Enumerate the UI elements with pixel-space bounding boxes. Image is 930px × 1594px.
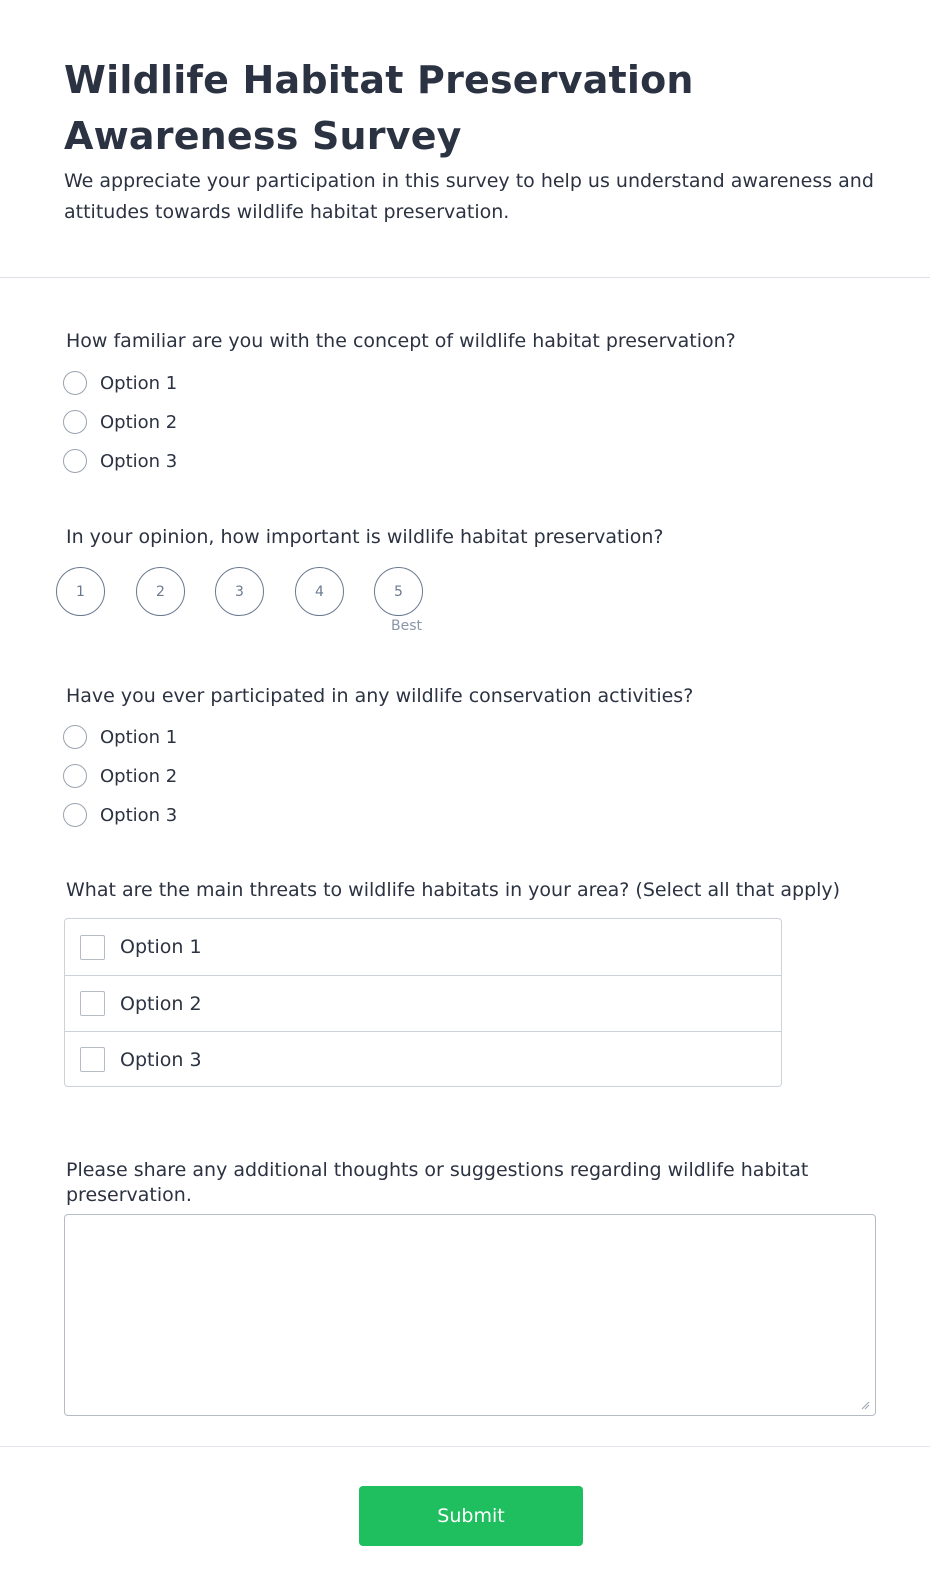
radio-button[interactable] [63,449,87,473]
checkbox[interactable] [80,991,105,1016]
q1-option-1-label: Option 1 [100,372,178,394]
q1-option-1[interactable] [63,370,177,396]
question-thoughts: Please share any additional thoughts or suggestions regarding wildlife habitat preservation. [66,1159,809,1206]
page-title: Wildlife Habitat Preservation Awareness Survey [64,58,694,158]
submit-button[interactable]: Submit [359,1486,583,1546]
resize-grip-icon[interactable] [860,1400,870,1410]
radio-button[interactable] [63,410,87,434]
rating-2[interactable]: 2 [136,567,185,616]
threats-checkbox-group [64,918,782,1087]
q1-option-3[interactable] [63,448,177,474]
q1-option-2-label: Option 2 [100,411,178,433]
q3-option-2[interactable] [63,763,177,789]
radio-button[interactable] [63,764,87,788]
radio-button[interactable] [63,371,87,395]
q4-option-1-label: Option 1 [120,936,202,958]
thoughts-textarea[interactable] [64,1214,876,1416]
question-threats: What are the main threats to wildlife habitats in your area? (Select all that apply) [66,879,841,901]
radio-button[interactable] [63,725,87,749]
q1-option-2[interactable] [63,409,177,435]
question-participation: Have you ever participated in any wildlife conservation activities? [66,685,694,707]
q3-option-3[interactable] [63,802,177,828]
rating-4[interactable]: 4 [295,567,344,616]
rating-5[interactable]: 5 [374,567,423,616]
q4-option-2-label: Option 2 [120,992,202,1015]
rating-best-caption: Best [391,618,423,634]
q1-option-3-label: Option 3 [100,450,178,472]
q3-option-1-label: Option 1 [100,726,178,748]
q4-option-1[interactable] [65,919,781,975]
checkbox[interactable] [80,1047,105,1072]
radio-button[interactable] [63,803,87,827]
survey-header [0,0,930,278]
footer-divider [0,1446,930,1447]
q3-option-3-label: Option 3 [100,804,178,826]
q3-option-1[interactable] [63,724,177,750]
rating-1[interactable]: 1 [56,567,105,616]
question-familiarity: How familiar are you with the concept of wildlife habitat preservation? [66,330,736,352]
checkbox[interactable] [80,935,105,960]
rating-3[interactable]: 3 [215,567,264,616]
page-description: We appreciate your participation in this survey to help us understand awareness and attitudes towards wildlife habitat preservation. [64,170,874,223]
q3-option-2-label: Option 2 [100,765,178,787]
question-importance: In your opinion, how important is wildlife habitat preservation? [66,526,664,548]
q4-option-2[interactable] [65,975,781,1031]
q4-option-3[interactable] [65,1031,781,1087]
q4-option-3-label: Option 3 [120,1048,202,1071]
